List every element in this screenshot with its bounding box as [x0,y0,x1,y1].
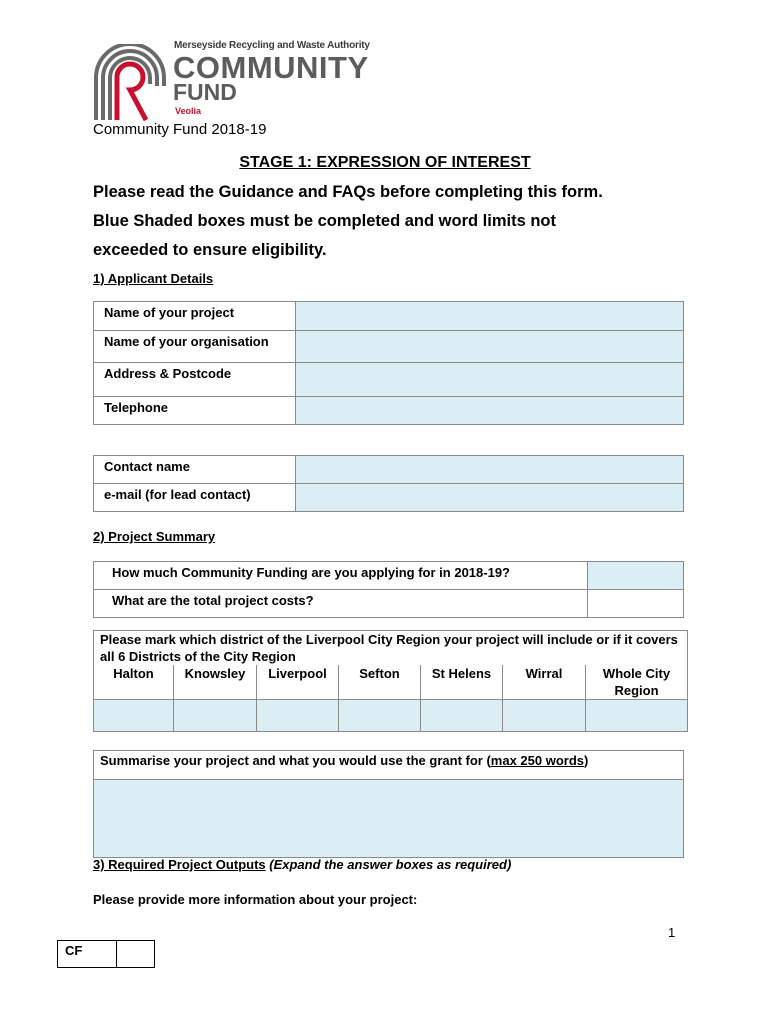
district-label: Sefton [339,665,421,700]
summary-prompt-close: ) [584,753,589,768]
outputs-heading: 3) Required Project Outputs [93,857,266,872]
logo-title-fund: FUND [173,79,237,105]
org-name: Merseyside Recycling and Waste Authority [174,40,370,51]
telephone-input[interactable] [296,397,684,425]
funding-question: How much Community Funding are you applying for in 2018-19? [94,562,588,590]
email-input[interactable] [296,484,684,512]
project-summary-textarea[interactable] [94,780,684,858]
page-number: 1 [668,925,676,940]
district-checkbox-st-helens[interactable] [421,700,503,732]
field-label: Name of your organisation [94,331,296,363]
more-info-prompt: Please provide more information about your project: [93,892,418,907]
project-name-input[interactable] [296,302,684,331]
stage-title: STAGE 1: EXPRESSION OF INTEREST [239,154,531,171]
field-label: Telephone [94,397,296,425]
district-checkbox-whole-region[interactable] [586,700,688,732]
costs-question: What are the total project costs? [94,590,588,618]
summary-prompt-text: Summarise your project and what you would use the grant for ( [100,753,491,768]
contact-name-input[interactable] [296,456,684,484]
district-checkbox-sefton[interactable] [339,700,421,732]
district-checkbox-knowsley[interactable] [174,700,257,732]
district-label: St Helens [421,665,503,700]
district-checkbox-wirral[interactable] [503,700,586,732]
word-limit: max 250 words [490,753,584,768]
cf-reference-box [57,940,155,968]
summary-table [93,750,684,858]
field-label: Contact name [94,456,296,484]
summary-prompt [94,751,684,780]
district-label: Wirral [503,665,586,700]
r-arches-logo-icon [92,44,172,124]
applicant-details-table [93,301,684,425]
cf-label: CF [58,941,117,968]
district-label: Knowsley [174,665,257,700]
funding-table [93,561,684,618]
intro-line: Please read the Guidance and FAQs before completing this form. [93,183,603,201]
total-costs-input[interactable] [588,590,684,618]
fund-year: Community Fund 2018-19 [93,121,267,138]
district-table [93,630,688,732]
field-label: Address & Postcode [94,363,296,397]
district-label: Whole City Region [586,665,688,700]
address-postcode-input[interactable] [296,363,684,397]
contact-details-table [93,455,684,512]
outputs-note: (Expand the answer boxes as required) [269,857,512,872]
district-instruction: Please mark which district of the Liverpool City Region your project will include or if it covers all 6 Districts of the City Region [94,631,688,666]
intro-line: exceeded to ensure eligibility. [93,241,327,259]
field-label: Name of your project [94,302,296,331]
logo-title-community: COMMUNITY [173,50,369,85]
section-heading-outputs [93,857,511,872]
intro-text [93,178,693,265]
district-label: Halton [94,665,174,700]
district-label: Liverpool [257,665,339,700]
field-label: e-mail (for lead contact) [94,484,296,512]
funding-amount-input[interactable] [588,562,684,590]
cf-reference-input[interactable] [117,941,155,968]
section-heading-summary: 2) Project Summary [93,529,216,544]
section-heading-applicant: 1) Applicant Details [93,271,214,286]
organisation-name-input[interactable] [296,331,684,363]
district-checkbox-liverpool[interactable] [257,700,339,732]
district-checkbox-halton[interactable] [94,700,174,732]
logo-sponsor: Veolia [175,106,202,116]
intro-line: Blue Shaded boxes must be completed and word limits not [93,212,556,230]
